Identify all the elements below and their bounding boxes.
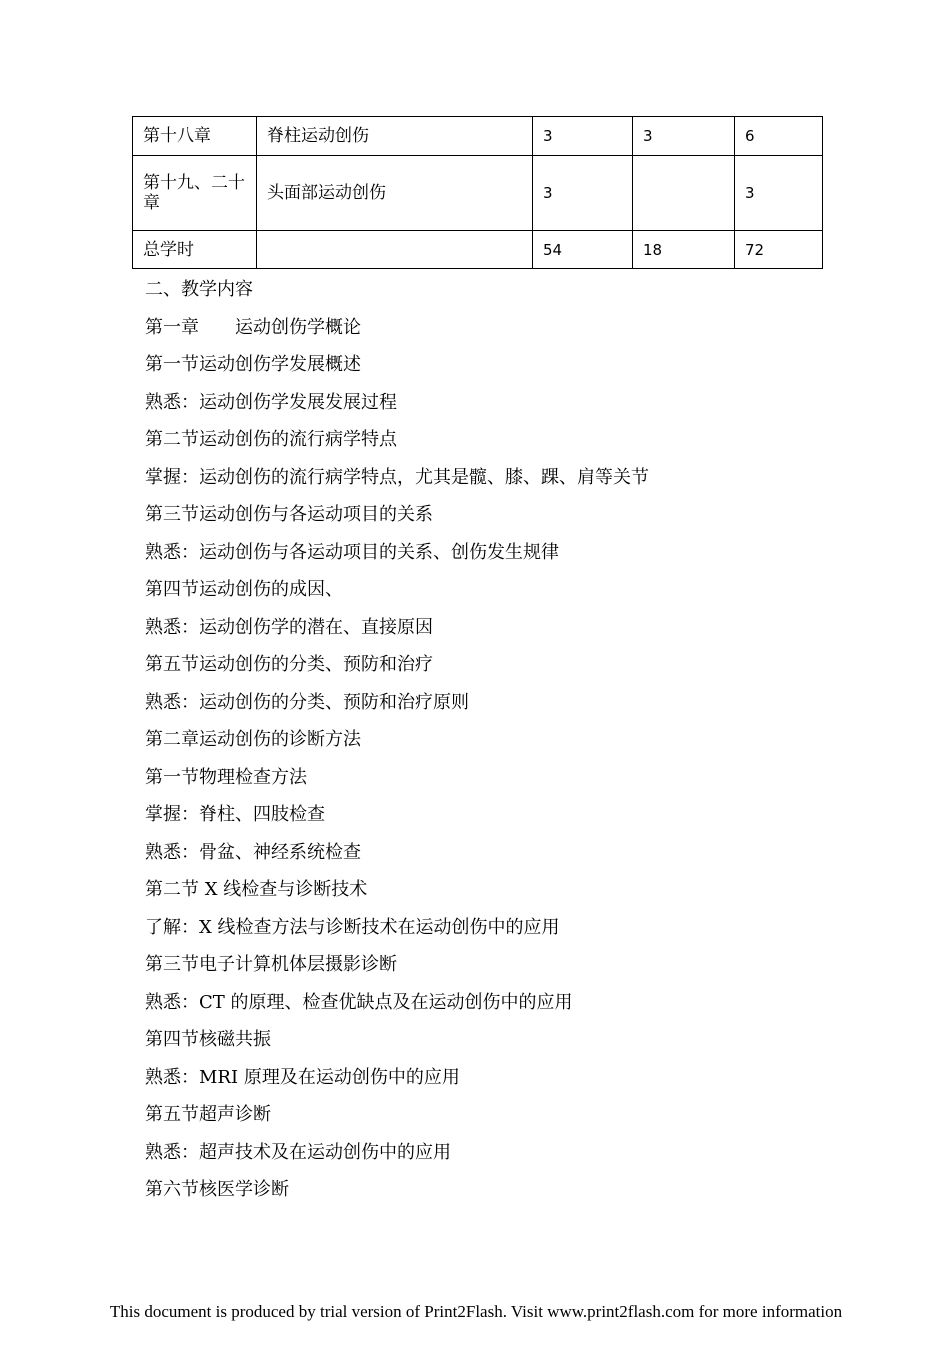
section-heading: 二、教学内容 — [145, 279, 253, 300]
section-title: 第二节 X 线检查与诊断技术 — [145, 879, 368, 900]
section-title: 第五节超声诊断 — [145, 1104, 271, 1125]
section-title: 第五节运动创伤的分类、预防和治疗 — [145, 654, 433, 675]
topic-cell — [257, 231, 533, 269]
topic-cell: 脊柱运动创伤 — [257, 117, 533, 156]
chapter-heading: 第二章运动创伤的诊断方法 — [145, 729, 361, 750]
trial-watermark-footer: This document is produced by trial version of Print2Flash. Visit www.print2flash.com for more information — [109, 1302, 843, 1321]
practice-hours-cell — [633, 156, 735, 231]
section-title: 第四节运动创伤的成因、 — [145, 579, 343, 600]
course-hours-table — [132, 116, 823, 269]
requirement-line: 熟悉：MRI 原理及在运动创伤中的应用 — [145, 1066, 460, 1088]
requirement-line: 熟悉：运动创伤学的潜在、直接原因 — [145, 616, 433, 638]
lecture-hours-cell: 3 — [533, 117, 633, 156]
section-title: 第三节运动创伤与各运动项目的关系 — [145, 504, 433, 525]
lecture-hours-cell: 54 — [533, 231, 633, 269]
total-hours-cell: 72 — [735, 231, 823, 269]
teaching-content — [145, 271, 825, 1209]
requirement-line: 熟悉：运动创伤学发展发展过程 — [145, 391, 397, 413]
requirement-line: 熟悉：CT 的原理、检查优缺点及在运动创伤中的应用 — [145, 991, 573, 1013]
requirement-line: 掌握：运动创伤的流行病学特点，尤其是髋、膝、踝、肩等关节 — [145, 466, 649, 488]
section-title: 第一节运动创伤学发展概述 — [145, 354, 361, 375]
chapter-cell: 第十八章 — [133, 117, 257, 156]
requirement-line: 熟悉：运动创伤与各运动项目的关系、创伤发生规律 — [145, 541, 559, 563]
lecture-hours-cell: 3 — [533, 156, 633, 231]
chapter-heading: 第一章 运动创伤学概论 — [145, 316, 361, 338]
requirement-line: 熟悉：运动创伤的分类、预防和治疗原则 — [145, 691, 469, 713]
chapter-cell: 总学时 — [133, 231, 257, 269]
chapter-cell: 第十九、二十章 — [133, 156, 257, 231]
table-row-total — [133, 231, 823, 269]
practice-hours-cell: 3 — [633, 117, 735, 156]
requirement-line: 了解：X 线检查方法与诊断技术在运动创伤中的应用 — [145, 916, 560, 938]
practice-hours-cell: 18 — [633, 231, 735, 269]
table-row — [133, 156, 823, 231]
section-title: 第三节电子计算机体层摄影诊断 — [145, 954, 397, 975]
topic-cell: 头面部运动创伤 — [257, 156, 533, 231]
total-hours-cell: 3 — [735, 156, 823, 231]
requirement-line: 熟悉：骨盆、神经系统检查 — [145, 841, 361, 863]
total-hours-cell: 6 — [735, 117, 823, 156]
section-title: 第六节核医学诊断 — [145, 1179, 289, 1200]
section-title: 第二节运动创伤的流行病学特点 — [145, 429, 397, 450]
section-title: 第四节核磁共振 — [145, 1029, 271, 1050]
section-title: 第一节物理检查方法 — [145, 766, 307, 788]
requirement-line: 掌握：脊柱、四肢检查 — [145, 804, 325, 825]
table-row — [133, 117, 823, 156]
requirement-line: 熟悉：超声技术及在运动创伤中的应用 — [145, 1141, 451, 1163]
